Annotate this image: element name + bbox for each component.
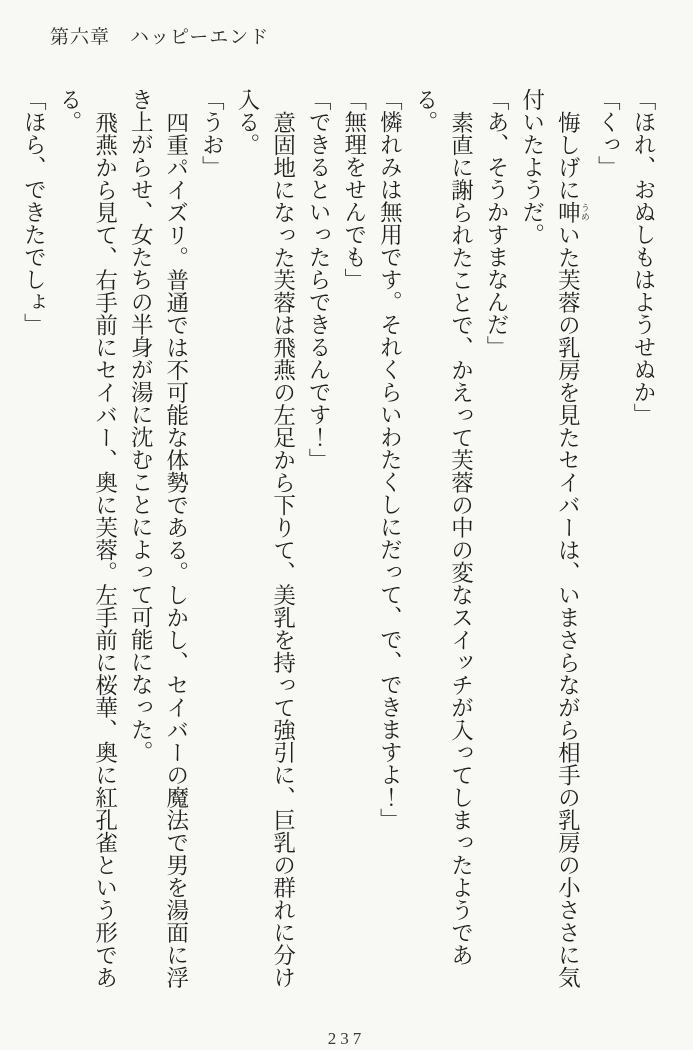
dialogue-paragraph: 「できるといったらできるんです！」 — [306, 88, 332, 471]
chapter-running-head: 第六章 ハッピーエンド — [50, 27, 270, 48]
narrative-paragraph: 四重パイズリ。普通では不可能な体勢である。しかし、セイバーの魔法で男を湯面に浮き上がらせ、女たちの半身が湯に沈むことによって可能になった。 — [128, 88, 189, 988]
dialogue-paragraph: 「ほら、できたでしょ」 — [21, 88, 47, 336]
narrative-paragraph: 悔しげに呻 うめいた芙蓉の乳房を見たセイバーは、いまさらながら相手の乳房の小ささに気付いたようだ。 — [519, 88, 590, 988]
dialogue-paragraph: 「無理をせんでも」 — [341, 88, 367, 291]
dialogue-paragraph: 「ほれ、おぬしもはようせぬか」 — [631, 88, 656, 426]
narrative-paragraph: 飛燕から見て、右手前にセイバー、奥に芙蓉。左手前に桜華、奥に紅孔雀という形である。 — [57, 88, 118, 988]
narrative-paragraph: 素直に謝られたことで、かえって芙蓉の中の変なスイッチが入ってしまったようである。 — [412, 88, 474, 966]
narrative-paragraph: 意固地になった芙蓉は飛燕の左足から下りて、美乳を持って強引に、巨乳の群れに分け入る。 — [234, 88, 296, 988]
dialogue-paragraph: 「あ、そうかすまなんだ」 — [484, 88, 510, 358]
dialogue-paragraph: 「うお」 — [199, 88, 225, 178]
text-body — [16, 88, 661, 996]
dialogue-paragraph: 「憐れみは無用です。それくらいわたくしにだって、で、できますよ！」 — [377, 88, 403, 831]
dialogue-paragraph: 「くっ」 — [595, 88, 621, 178]
page-number: 237 — [327, 1029, 366, 1048]
